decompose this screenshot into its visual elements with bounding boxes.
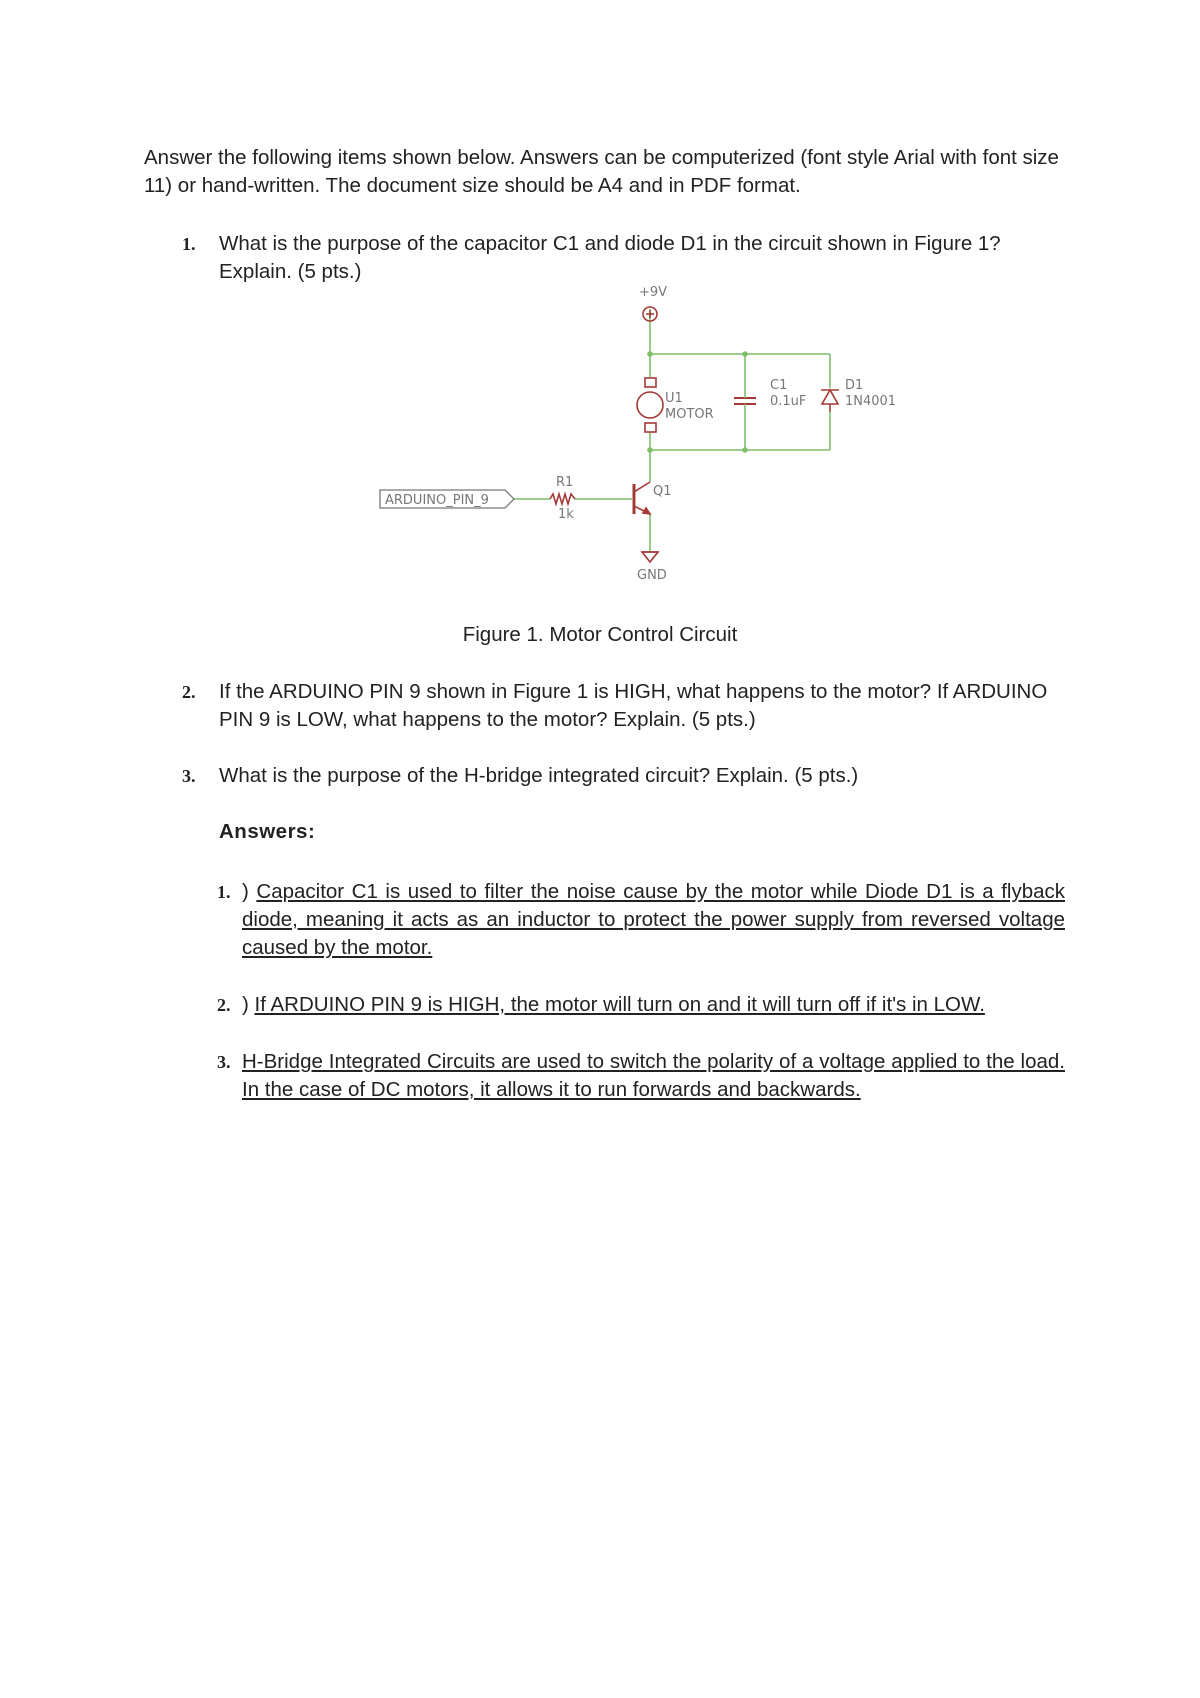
ground-symbol xyxy=(642,552,658,562)
u1-label: U1 xyxy=(665,391,683,406)
answer-text-wrapper xyxy=(242,878,1065,962)
question-number: 2. xyxy=(182,682,196,702)
gnd-label: GND xyxy=(637,568,667,583)
question-text: What is the purpose of the H-bridge integrated circuit? Explain. (5 pts.) xyxy=(219,764,859,787)
d1-value-label: 1N4001 xyxy=(845,394,897,409)
answer-number: 2. xyxy=(217,995,231,1015)
motor-symbol xyxy=(637,378,663,432)
answer-text-wrapper xyxy=(242,1048,1065,1104)
d1-label: D1 xyxy=(845,378,864,393)
question-text: What is the purpose of the capacitor C1 and diode D1 in the circuit shown in Figure 1? Explain. (5 pts.) xyxy=(219,232,1001,283)
r1-label: R1 xyxy=(556,475,574,490)
answer-number: 3. xyxy=(217,1052,231,1072)
c1-value-label: 0.1uF xyxy=(770,394,807,409)
answer-text: Capacitor C1 is used to filter the noise cause by the motor while Diode D1 is a flyback diode, meaning it acts as an inductor to protect the power supply from reversed voltage caused by the motor. xyxy=(242,880,1065,959)
c1-label: C1 xyxy=(770,378,788,393)
answer-text-wrapper xyxy=(242,991,1065,1019)
capacitor-symbol xyxy=(734,398,756,404)
supply-label: +9V xyxy=(639,285,668,300)
q1-label: Q1 xyxy=(653,484,672,499)
answer-text: H-Bridge Integrated Circuits are used to switch the polarity of a voltage applied to the load. In the case of DC motors, it allows it to run forwards and backwards. xyxy=(242,1050,1065,1101)
question-number: 3. xyxy=(182,766,196,786)
answers-heading: Answers: xyxy=(219,820,316,843)
arduino-pin-label: ARDUINO_PIN_9 xyxy=(385,493,489,508)
diode-symbol xyxy=(821,390,839,412)
motor-label: MOTOR xyxy=(665,407,714,422)
instructions-paragraph: Answer the following items shown below. Answers can be computerized (font style Arial with font size 11) or hand-written. The document size should be A4 and in PDF format. xyxy=(144,146,1059,197)
resistor-symbol xyxy=(550,494,575,504)
motor-control-circuit-diagram xyxy=(370,282,930,594)
question-text: If the ARDUINO PIN 9 shown in Figure 1 is HIGH, what happens to the motor? If ARDUINO PIN 9 is LOW, what happens to the motor? Explain. (5 pts.) xyxy=(219,680,1048,731)
answer-prefix: ) xyxy=(242,993,255,1016)
answer-text: If ARDUINO PIN 9 is HIGH, the motor will turn on and it will turn off if it's in LOW. xyxy=(254,993,985,1016)
question-number: 1. xyxy=(182,234,196,254)
figure-caption: Figure 1. Motor Control Circuit xyxy=(462,623,738,646)
answer-prefix: ) xyxy=(242,880,257,903)
transistor-symbol xyxy=(634,482,650,514)
answer-number: 1. xyxy=(217,882,231,902)
r1-value-label: 1k xyxy=(558,507,574,522)
